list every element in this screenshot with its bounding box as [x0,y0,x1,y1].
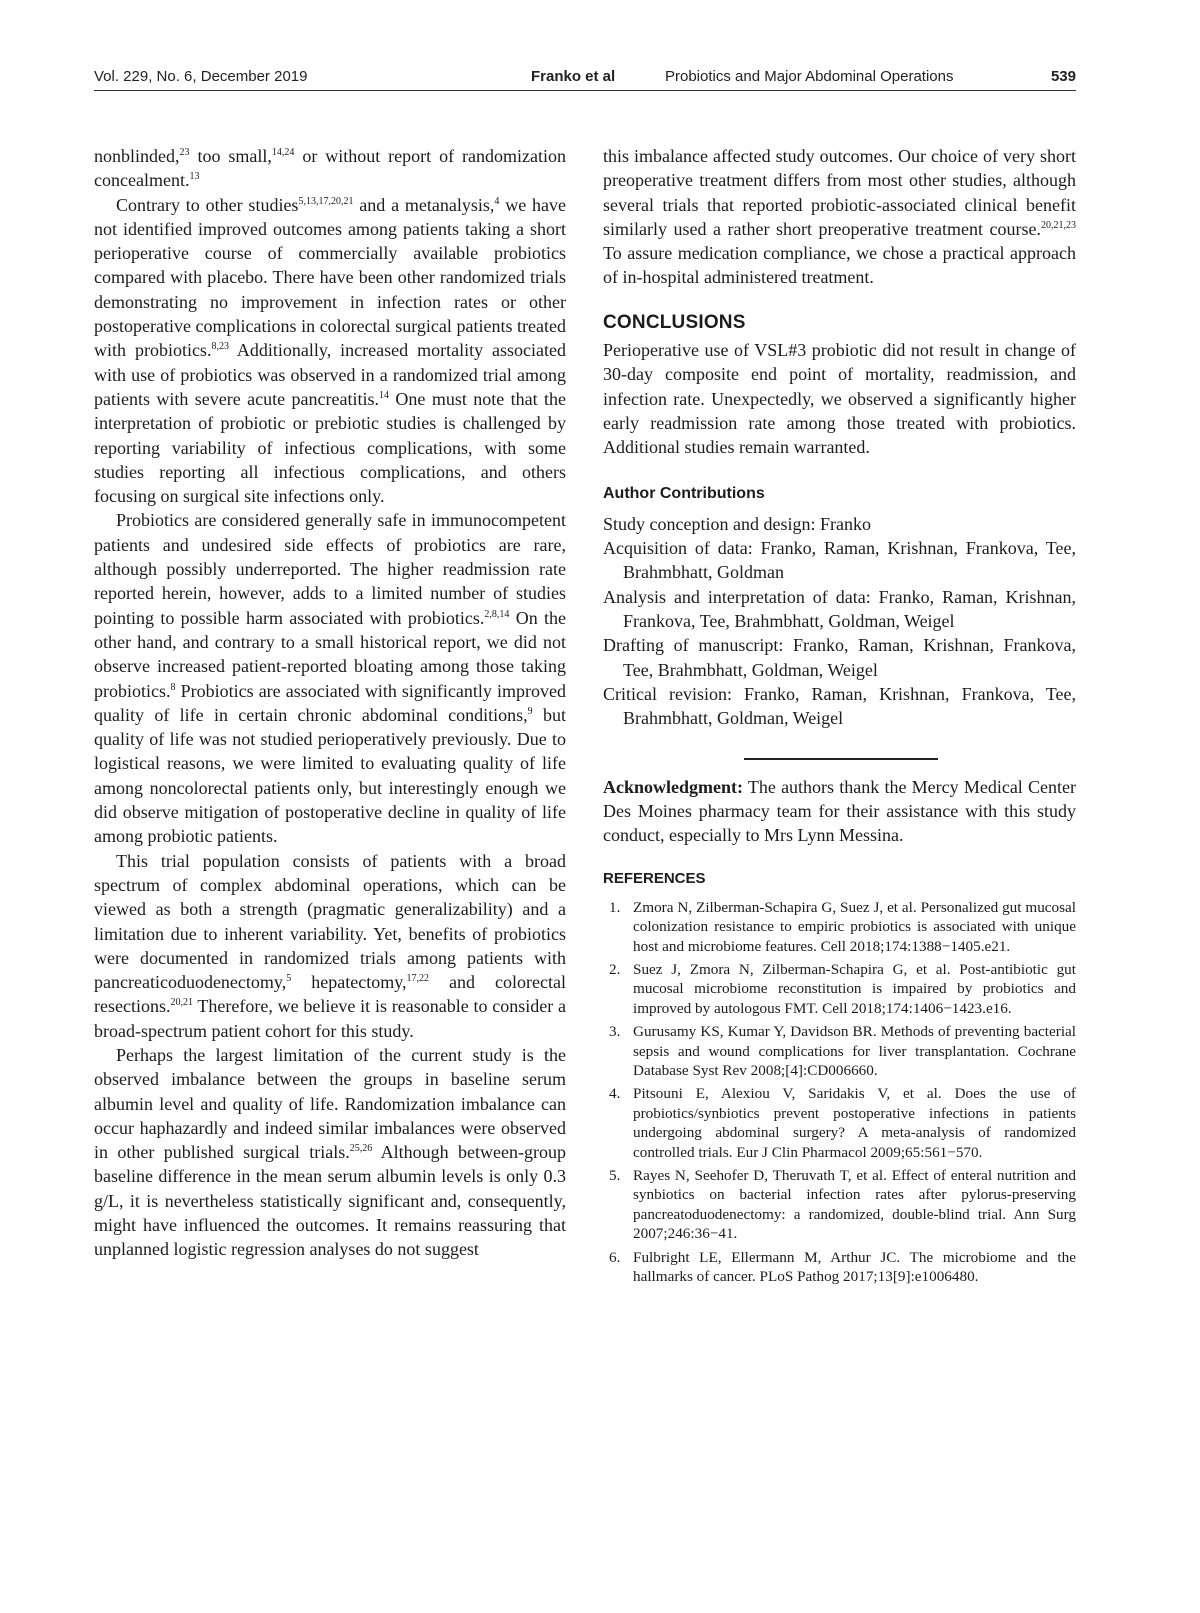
citation: 20,21 [170,997,193,1009]
contribution-item: Drafting of manuscript: Franko, Raman, Krishnan, Frankova, Tee, Brahmbhatt, Goldman, Weigel [603,635,1076,680]
right-column [603,144,1076,1290]
reference-item: 1. Zmora N, Zilberman-Schapira G, Suez J, et al. Personalized gut mucosal colonization resistance to empiric probiotics is associated with unique host and microbiome features. Cell 2018;174:1388−1405.e21. [609,898,1076,955]
conclusions-heading: CONCLUSIONS [603,311,746,333]
author-contributions-heading: Author Contributions [603,484,765,502]
citation: 5,13,17,20,21 [298,195,354,207]
journal-volume: Vol. 229, No. 6, December 2019 [94,68,308,85]
citation: 25,26 [349,1143,373,1155]
reference-item: 3. Gurusamy KS, Kumar Y, Davidson BR. Methods of preventing bacterial sepsis and wound complications for liver transplantation. Cochrane Database Syst Rev 2008;[4]:CD006660. [609,1023,1076,1079]
reference-item: 5. Rayes N, Seehofer D, Theruvath T, et al. Effect of enteral nutrition and synbiotics on bacterial infection rates after pylorus-preserving pancreatoduodenectomy: a randomized, double-blind trial. Ann Surg 2007;246:36−41. [609,1167,1076,1243]
contribution-item: Analysis and interpretation of data: Franko, Raman, Krishnan, Frankova, Tee, Brahmbhatt, Goldman, Weigel [603,586,1076,632]
citation: 14,24 [271,147,295,158]
citation: 8 [170,681,176,693]
citation: 2,8,14 [484,608,510,620]
page-number: 539 [1050,68,1076,85]
body-paragraph: This trial population consists of patients with a broad spectrum of complex abdominal operations, which can be viewed as both a strength (pragmatic generalizability) and a limitation due to inherent variability. Yet, benefits of probiotics were documented in randomized trials among patients with pancreaticoduodenectomy,$^5$ hepatectomy,$^{17,22}$ and colorectal resections.$^{20,21}$ Therefore, we believe it is reasonable to consider a broad-spectrum patient cohort for this study. [94,850,566,1041]
references-heading: REFERENCES [603,870,706,888]
body-paragraph: Probiotics are considered generally safe in immunocompetent patients and undesired side effects of probiotics are rare, although possibly underreported. The higher readmission rate reported herein, however, adds to a limited number of studies pointing to possible harm associated with probiotics.$^{2,8,14}$ On the other hand, and contrary to a small historical report, we did not observe increased patient-reported bloating among those taking probiotics.$^8$ Probiotics are associated with significantly improved quality of life in certain chronic abdominal conditions,$^9$ but quality of life was not studied perioperatively previously. Due to logistical reasons, we were limited to evaluating quality of life among noncolorectal patients only, but interestingly enough we did observe mitigation of postoperative decline in quality of life among probiotic patients. [94,510,567,847]
citation: 20,21,23 [1041,219,1076,231]
citation: 4 [494,195,500,207]
running-title: Probiotics and Major Abdominal Operations [665,68,954,85]
acknowledgment: Acknowledgment: The authors thank the Mercy Medical Center Des Moines pharmacy team for their assistance with this study conduct, especially to Mrs Lynn Messina. [603,776,1076,846]
body-paragraph: Contrary to other studies$^{5,13,17,20,21}$ and a metanalysis,$^4$ we have not identified improved outcomes among patients taking a short perioperative course of commercially available probiotics compared with placebo. There have been other randomized trials demonstrating no improvement in infection rates or other postoperative complications in colorectal surgical patients treated with probiotics.$^{8,23}$ Additionally, increased mortality associated with use of probiotics was observed in a randomized trial among patients with severe acute pancreatitis.$^{14}$ One must note that the interpretation of probiotic or prebiotic studies is challenged by reporting variability of infectious complications, with some studies reporting all infectious complications, and others focusing on surgical site infections only. [94,194,567,507]
contribution-item: Critical revision: Franko, Raman, Krishnan, Frankova, Tee, Brahmbhatt, Goldman, Weigel [603,683,1076,729]
reference-item: 4. Pitsouni E, Alexiou V, Saridakis V, et al. Does the use of probiotics/synbiotics prevent postoperative infections in patients undergoing abdominal surgery? A meta-analysis of randomized controlled trials. Eur J Clin Pharmacol 2009;65:561−570. [609,1085,1076,1161]
citation: 13 [189,171,200,183]
body-paragraph: Perhaps the largest limitation of the current study is the observed imbalance between the groups in baseline serum albumin level and quality of life. Randomization imbalance can occur haphazardly and indeed similar imbalances were observed in other published surgical trials.$^{25,26}$ Although between-group baseline difference in the mean serum albumin levels is only 0.3 g/L, it is nevertheless statistically significant and, consequently, might have influenced the outcomes. It remains reassuring that unplanned logistic regression analyses do not suggest [94,1044,566,1260]
reference-item: 2. Suez J, Zmora N, Zilberman-Schapira G, et al. Post-antibiotic gut mucosal microbiome reconstitution is impaired by probiotics and improved by autologous FMT. Cell 2018;174:1406−1423.e16. [609,960,1076,1017]
left-column [94,144,566,1262]
acknowledgment-label: Acknowledgment: [603,776,743,797]
citation: 5 [286,973,292,985]
body-paragraph: this imbalance affected study outcomes. Our choice of very short preoperative treatment differs from most other studies, although several trials that reported probiotic-associated clinical benefit similarly used a rather short preoperative treatment course.$^{20,21,23}$ To assure medication compliance, we chose a practical approach of in-hospital administered treatment. [603,146,1076,288]
conclusions-text: Perioperative use of VSL#3 probiotic did not result in change of 30-day composite end point of mortality, readmission, and infection rate. Unexpectedly, we observed a significantly higher early readmission rate among those treated with probiotics. Additional studies remain warranted. [603,340,1076,458]
citation: 14 [379,389,390,401]
reference-list [603,898,1076,1287]
citation: 9 [527,705,533,717]
running-header [94,66,1076,90]
contribution-item: Acquisition of data: Franko, Raman, Krishnan, Frankova, Tee, Brahmbhatt, Goldman [603,538,1076,583]
header-rule [94,90,1076,91]
section-divider [744,758,938,760]
reference-item: 6. Fulbright LE, Ellermann M, Arthur JC. The microbiome and the hallmarks of cancer. PLoS Pathog 2017;13[9]:e1006480. [609,1248,1076,1286]
body-paragraph: nonblinded,$^{23}$ too small,$^{14,24}$ or without report of randomization concealment.$^{13}$ [94,146,566,191]
citation: 8,23 [211,341,229,353]
header-authors: Franko et al [531,68,616,85]
contribution-item: Study conception and design: Franko [603,513,871,534]
citation: 23 [179,147,190,158]
citation: 17,22 [406,973,430,985]
